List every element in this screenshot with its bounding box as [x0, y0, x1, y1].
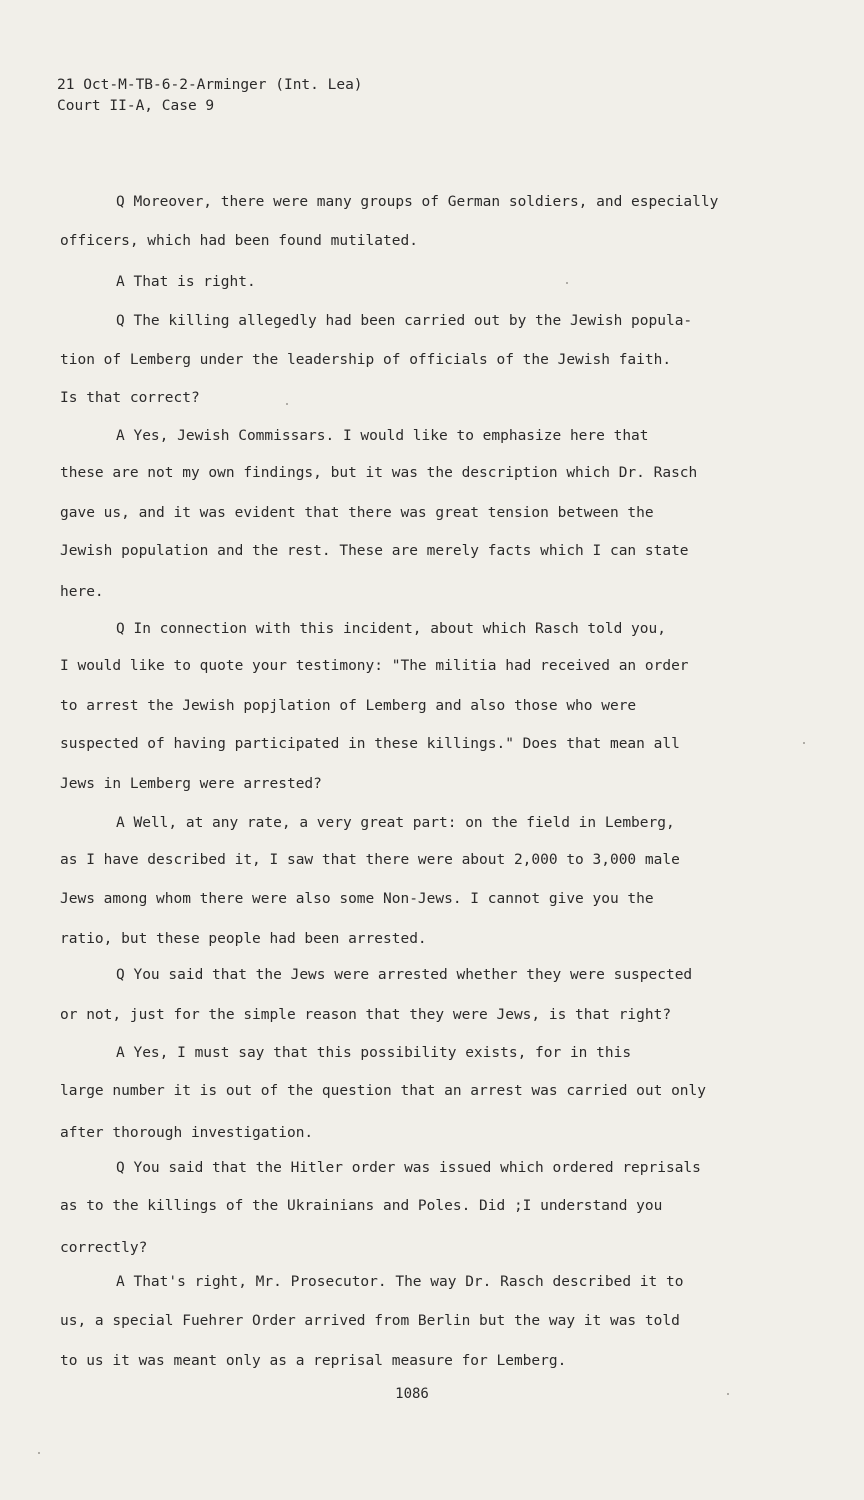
- transcript-line: here.: [60, 584, 104, 600]
- transcript-line: Q In connection with this incident, about which Rasch told you,: [116, 621, 666, 637]
- paper-speck: [38, 1452, 40, 1454]
- paper-speck: [727, 1393, 729, 1395]
- transcript-line: ratio, but these people had been arrested.: [60, 931, 427, 947]
- transcript-line: as I have described it, I saw that there were about 2,000 to 3,000 male: [60, 852, 680, 868]
- transcript-line: suspected of having participated in these killings." Does that mean all: [60, 736, 680, 752]
- transcript-line: Q You said that the Jews were arrested whether they were suspected: [116, 967, 693, 983]
- transcript-line: A Well, at any rate, a very great part: on the field in Lemberg,: [116, 815, 675, 831]
- transcript-line: correctly?: [60, 1240, 148, 1256]
- transcript-line: to arrest the Jewish popjlation of Lemberg and also those who were: [60, 698, 637, 714]
- transcript-line: Jewish population and the rest. These are merely facts which I can state: [60, 543, 689, 559]
- transcript-line: us, a special Fuehrer Order arrived from Berlin but the way it was told: [60, 1313, 680, 1329]
- paper-speck: [286, 403, 288, 405]
- page-number: 1086: [395, 1386, 429, 1402]
- transcript-line: A Yes, I must say that this possibility exists, for in this: [116, 1045, 632, 1061]
- transcript-line: A Yes, Jewish Commissars. I would like to emphasize here that: [116, 428, 649, 444]
- transcript-line: Q You said that the Hitler order was issued which ordered reprisals: [116, 1160, 701, 1176]
- transcript-line: as to the killings of the Ukrainians and Poles. Did ;I understand you: [60, 1198, 663, 1214]
- transcript-line: large number it is out of the question that an arrest was carried out only: [60, 1083, 707, 1099]
- transcript-line: Jews in Lemberg were arrested?: [60, 776, 322, 792]
- transcript-line: tion of Lemberg under the leadership of officials of the Jewish faith.: [60, 352, 672, 368]
- transcript-line: A That's right, Mr. Prosecutor. The way Dr. Rasch described it to: [116, 1274, 684, 1290]
- transcript-line: Q The killing allegedly had been carried out by the Jewish popula-: [116, 313, 693, 329]
- paper-speck: [803, 742, 805, 744]
- transcript-line: Jews among whom there were also some Non-Jews. I cannot give you the: [60, 891, 654, 907]
- transcript-line: these are not my own findings, but it was the description which Dr. Rasch: [60, 465, 698, 481]
- transcript-line: I would like to quote your testimony: "The militia had received an order: [60, 658, 689, 674]
- transcript-line: or not, just for the simple reason that they were Jews, is that right?: [60, 1007, 672, 1023]
- transcript-line: gave us, and it was evident that there was great tension between the: [60, 505, 654, 521]
- transcript-line: officers, which had been found mutilated.: [60, 233, 418, 249]
- transcript-line: to us it was meant only as a reprisal measure for Lemberg.: [60, 1353, 567, 1369]
- transcript-line: Is that correct?: [60, 390, 200, 406]
- paper-speck: [566, 282, 568, 284]
- transcript-line: A That is right.: [116, 274, 256, 290]
- header-line-1: 21 Oct-M-TB-6-2-Arminger (Int. Lea): [57, 77, 363, 93]
- transcript-line: Q Moreover, there were many groups of German soldiers, and especially: [116, 194, 719, 210]
- transcript-line: after thorough investigation.: [60, 1125, 314, 1141]
- header-line-2: Court II-A, Case 9: [57, 98, 215, 114]
